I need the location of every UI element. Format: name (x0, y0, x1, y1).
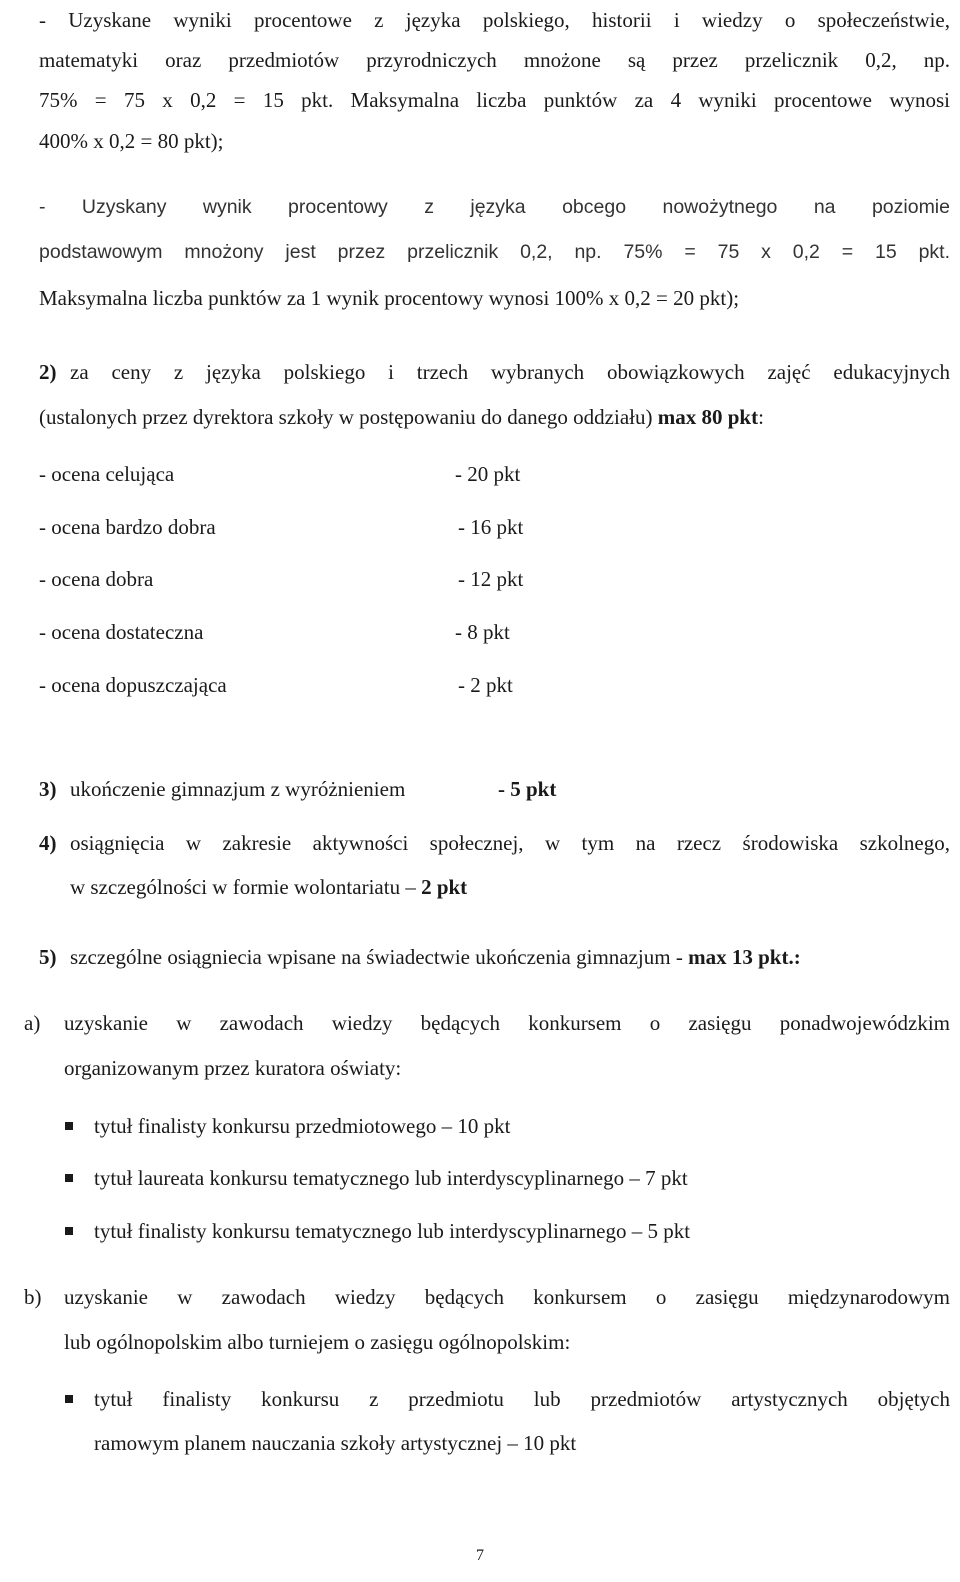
item4-number: 4) (39, 831, 57, 855)
square-bullet-icon (65, 1174, 73, 1182)
item2-line2 (39, 404, 764, 430)
grade-points: - 8 pkt (455, 620, 510, 644)
intro-p1-line2: matematyki oraz przedmiotów przyrodniczych mnożone są przez przelicznik 0,2, np. (39, 48, 950, 72)
item4-line1: osiągnięcia w zakresie aktywności społecznej, w tym na rzecz środowiska szkolnego, (70, 831, 950, 855)
item4-line2 (70, 874, 467, 900)
intro-p2-line3: Maksymalna liczba punktów za 1 wynik procentowy wynosi 100% x 0,2 = 20 pkt); (39, 286, 740, 310)
grade-points: - 2 pkt (458, 673, 513, 697)
item4-line2-text: w szczególności w formie wolontariatu – (70, 875, 416, 899)
grade-points: - 16 pkt (458, 515, 524, 539)
list-item: tytuł laureata konkursu tematycznego lub interdyscyplinarnego – 7 pkt (94, 1166, 688, 1190)
item5b-line2: lub ogólnopolskim albo turniejem o zasięgu ogólnopolskim: (64, 1330, 571, 1354)
grade-label: - ocena dobra (39, 567, 154, 591)
item5a-line1: uzyskanie w zawodach wiedzy będących konkursem o zasięgu ponadwojewódzkim (64, 1011, 950, 1035)
item5-text: szczególne osiągniecia wpisane na świadectwie ukończenia gimnazjum - (70, 945, 683, 969)
square-bullet-icon (65, 1227, 73, 1235)
item3-text: ukończenie gimnazjum z wyróżnieniem (70, 777, 406, 801)
item2-number: 2) (39, 360, 57, 384)
item2-line2-text: (ustalonych przez dyrektora szkoły w postępowaniu do danego oddziału) (39, 405, 653, 429)
item2-line2-colon: : (758, 405, 764, 429)
item3-points: - 5 pkt (498, 777, 557, 801)
item5b-bullet-line2: ramowym planem nauczania szkoły artystycznej – 10 pkt (94, 1431, 577, 1455)
intro-p1-line4: 400% x 0,2 = 80 pkt); (39, 129, 224, 153)
intro-p1-line3: 75% = 75 x 0,2 = 15 pkt. Maksymalna liczba punktów za 4 wyniki procentowe wynosi (39, 88, 950, 112)
grade-label: - ocena bardzo dobra (39, 515, 216, 539)
item5a-marker: a) (24, 1011, 41, 1035)
grade-label: - ocena dostateczna (39, 620, 204, 644)
item5a-line2: organizowanym przez kuratora oświaty: (64, 1056, 402, 1080)
item5b-bullet-line1: tytuł finalisty konkursu z przedmiotu lub przedmiotów artystycznych objętych (94, 1387, 950, 1411)
intro-p2-line1: - Uzyskany wynik procentowy z języka obcego nowożytnego na poziomie (39, 196, 950, 218)
item5b-line1: uzyskanie w zawodach wiedzy będących konkursem o zasięgu międzynarodowym (64, 1285, 950, 1309)
item5-line (70, 944, 801, 970)
grade-label: - ocena celująca (39, 462, 175, 486)
item4-points: 2 pkt (421, 875, 468, 899)
item2-max-points: max 80 pkt (657, 405, 759, 429)
square-bullet-icon (65, 1122, 73, 1130)
page-number: 7 (476, 1547, 484, 1564)
intro-p1-line1: - Uzyskane wyniki procentowe z języka polskiego, historii i wiedzy o społeczeństwie, (39, 8, 950, 32)
grade-points: - 12 pkt (458, 567, 524, 591)
item3-number: 3) (39, 777, 57, 801)
item5b-marker: b) (24, 1285, 42, 1309)
grade-points: - 20 pkt (455, 462, 521, 486)
list-item: tytuł finalisty konkursu tematycznego lub interdyscyplinarnego – 5 pkt (94, 1219, 691, 1243)
grade-label: - ocena dopuszczająca (39, 673, 227, 697)
item5-number: 5) (39, 945, 57, 969)
intro-p2-line2: podstawowym mnożony jest przez przelicznik 0,2, np. 75% = 75 x 0,2 = 15 pkt. (39, 241, 950, 263)
list-item: tytuł finalisty konkursu przedmiotowego – 10 pkt (94, 1114, 511, 1138)
item2-line1: za ceny z języka polskiego i trzech wybranych obowiązkowych zajęć edukacyjnych (70, 360, 950, 384)
item5-max-points: max 13 pkt.: (688, 945, 801, 969)
square-bullet-icon (65, 1395, 73, 1403)
